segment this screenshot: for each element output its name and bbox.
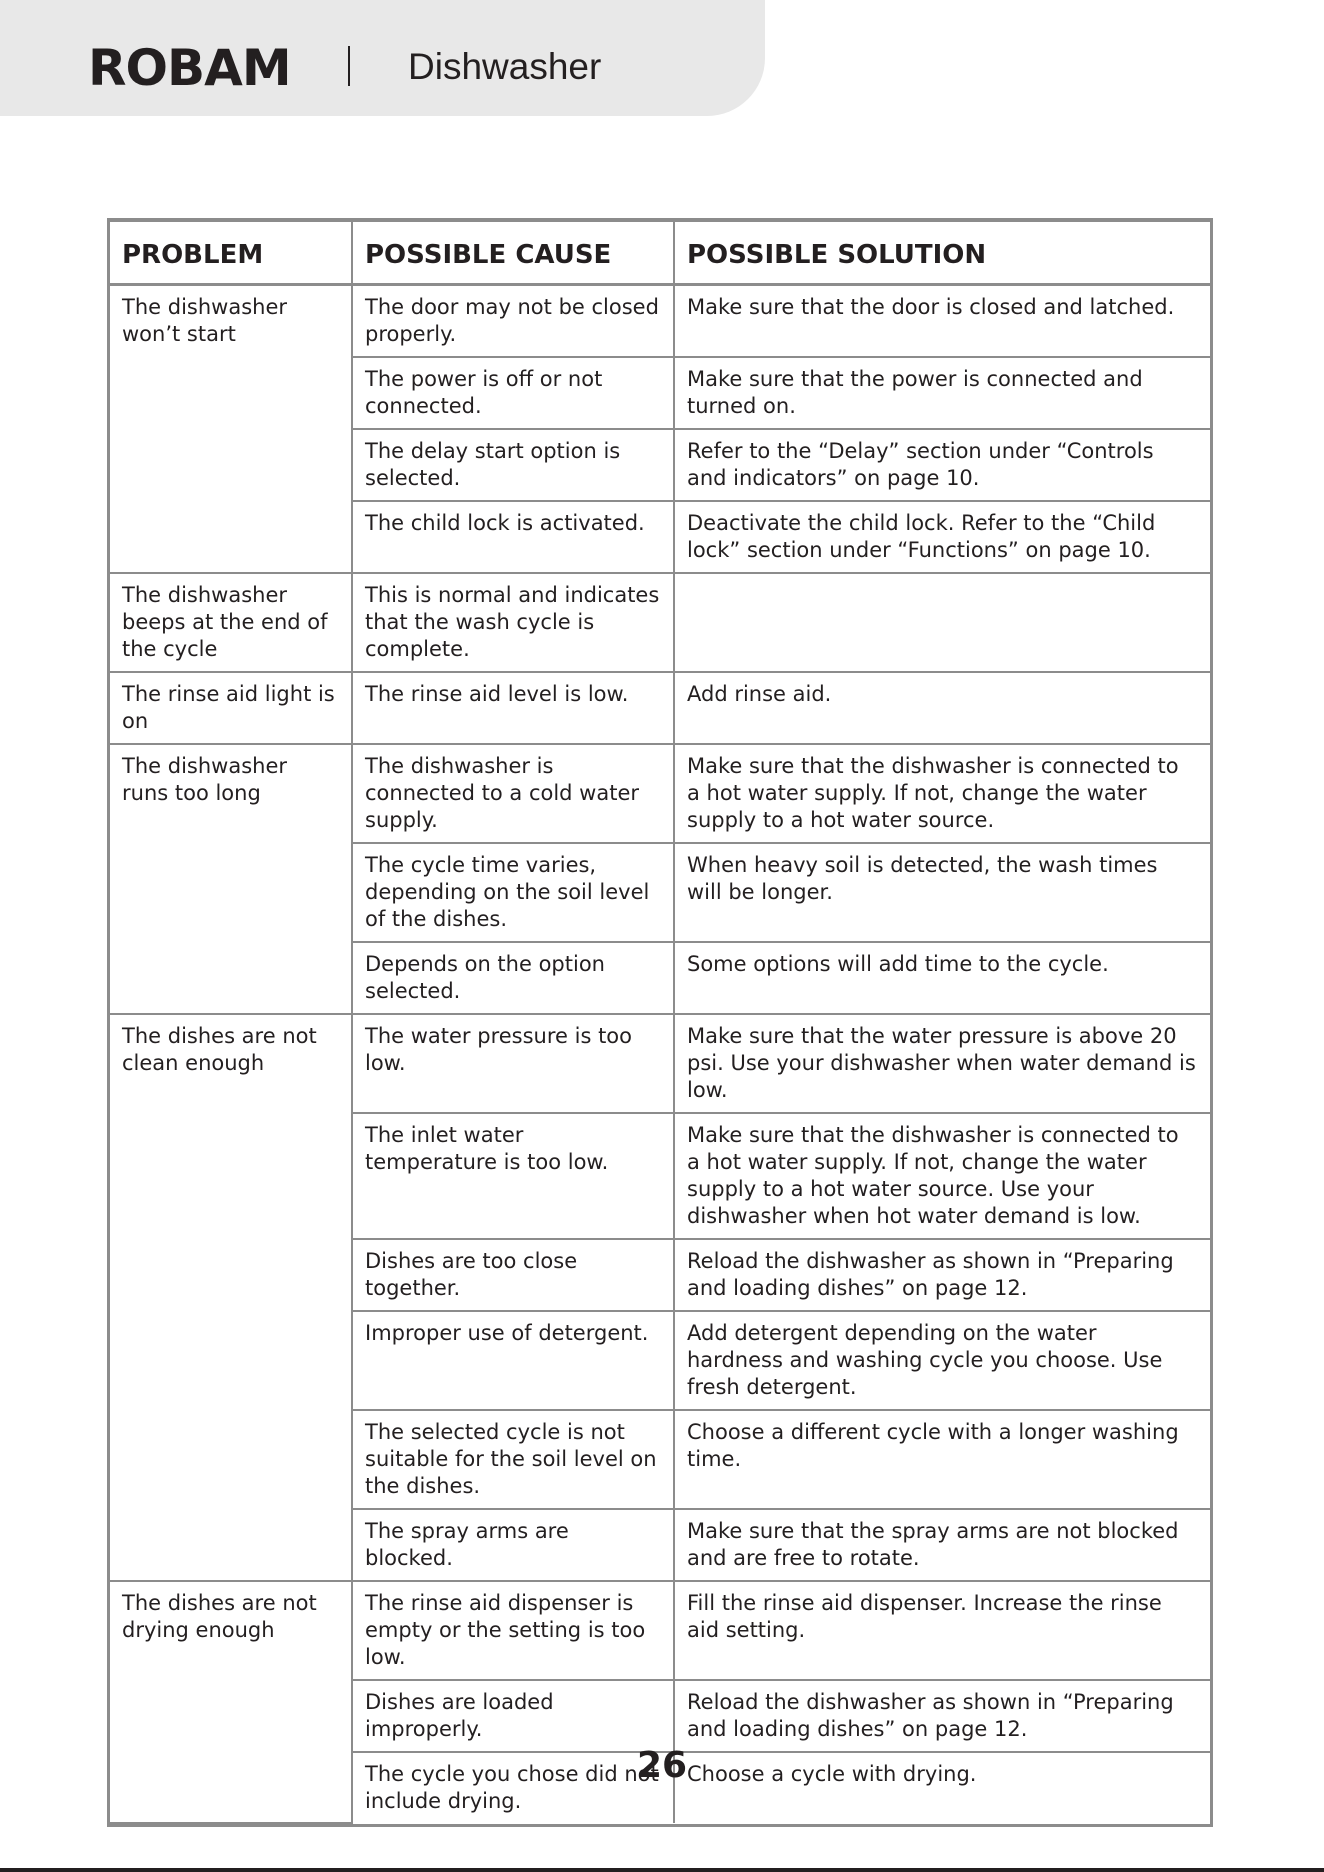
problem-cell: The dishes are not drying enough — [110, 1581, 352, 1823]
solution-cell: Add detergent depending on the water hardness and washing cycle you choose. Use fresh detergent. — [674, 1311, 1210, 1410]
table-row — [110, 1581, 1210, 1680]
solution-cell: Make sure that the dishwasher is connected to a hot water supply. If not, change the water supply to a hot water source. Use your dishwasher when hot water demand is low. — [674, 1113, 1210, 1239]
solution-cell: Make sure that the power is connected and turned on. — [674, 357, 1210, 429]
column-header-cause: POSSIBLE CAUSE — [352, 222, 674, 285]
solution-cell — [674, 573, 1210, 672]
troubleshooting-table — [110, 222, 1210, 1824]
solution-cell: Fill the rinse aid dispenser. Increase the rinse aid setting. — [674, 1581, 1210, 1680]
problem-cell: The dishes are not clean enough — [110, 1014, 352, 1581]
problem-cell: The dishwasher won’t start — [110, 285, 352, 574]
cause-cell: The inlet water temperature is too low. — [352, 1113, 674, 1239]
solution-cell: Make sure that the dishwasher is connected to a hot water supply. If not, change the water supply to a hot water source. — [674, 744, 1210, 843]
cause-cell: The rinse aid level is low. — [352, 672, 674, 744]
column-header-solution: POSSIBLE SOLUTION — [674, 222, 1210, 285]
table-row — [110, 672, 1210, 744]
header-band — [0, 0, 765, 116]
troubleshooting-table-frame — [107, 218, 1213, 1827]
solution-cell: Make sure that the door is closed and latched. — [674, 285, 1210, 358]
solution-cell: Some options will add time to the cycle. — [674, 942, 1210, 1014]
solution-cell: Choose a cycle with drying. — [687, 1762, 977, 1786]
bottom-rule — [0, 1868, 1324, 1872]
cause-cell: The rinse aid dispenser is empty or the setting is too low. — [352, 1581, 674, 1680]
table-row — [110, 744, 1210, 843]
cause-cell: Depends on the option selected. — [352, 942, 674, 1014]
cause-cell: This is normal and indicates that the wash cycle is complete. — [352, 573, 674, 672]
header-divider — [348, 46, 350, 86]
problem-cell: The rinse aid light is on — [110, 672, 352, 744]
cause-cell: The cycle time varies, depending on the soil level of the dishes. — [352, 843, 674, 942]
table-row — [110, 285, 1210, 358]
table-header-row — [110, 222, 1210, 285]
page-number: 26 — [636, 1745, 688, 1786]
solution-cell: Deactivate the child lock. Refer to the “Child lock” section under “Functions” on page 10. — [674, 501, 1210, 573]
problem-cell: The dishwasher beeps at the end of the cycle — [110, 573, 352, 672]
solution-cell: Reload the dishwasher as shown in “Preparing and loading dishes” on page 12. — [674, 1239, 1210, 1311]
column-header-problem: PROBLEM — [110, 222, 352, 285]
solution-cell: Reload the dishwasher as shown in “Preparing and loading dishes” on page 12. — [674, 1680, 1210, 1752]
cause-cell: The dishwasher is connected to a cold water supply. — [352, 744, 674, 843]
cause-cell: The water pressure is too low. — [352, 1014, 674, 1113]
table-row — [110, 573, 1210, 672]
cause-cell: The child lock is activated. — [352, 501, 674, 573]
solution-cell: When heavy soil is detected, the wash times will be longer. — [674, 843, 1210, 942]
cause-cell: Dishes are too close together. — [352, 1239, 674, 1311]
cause-cell: The cycle you chose did not include drying. — [352, 1752, 674, 1823]
solution-cell: Make sure that the spray arms are not blocked and are free to rotate. — [674, 1509, 1210, 1581]
cause-cell: The power is off or not connected. — [352, 357, 674, 429]
table-body — [110, 285, 1210, 1824]
cause-cell: Dishes are loaded improperly. — [352, 1680, 674, 1752]
cause-cell: Improper use of detergent. — [352, 1311, 674, 1410]
cause-cell: The door may not be closed properly. — [352, 285, 674, 358]
solution-cell: Add rinse aid. — [674, 672, 1210, 744]
solution-cell: Make sure that the water pressure is above 20 psi. Use your dishwasher when water demand is low. — [674, 1014, 1210, 1113]
cause-cell: The spray arms are blocked. — [352, 1509, 674, 1581]
solution-cell: Refer to the “Delay” section under “Controls and indicators” on page 10. — [674, 429, 1210, 501]
solution-cell: Choose a different cycle with a longer washing time. — [674, 1410, 1210, 1509]
problem-cell: The dishwasher runs too long — [110, 744, 352, 1014]
cause-cell: The selected cycle is not suitable for the soil level on the dishes. — [352, 1410, 674, 1509]
brand-logo: ROBAM — [88, 39, 291, 97]
header-title: Dishwasher — [408, 46, 602, 87]
table-row — [110, 1014, 1210, 1113]
cause-cell: The delay start option is selected. — [352, 429, 674, 501]
